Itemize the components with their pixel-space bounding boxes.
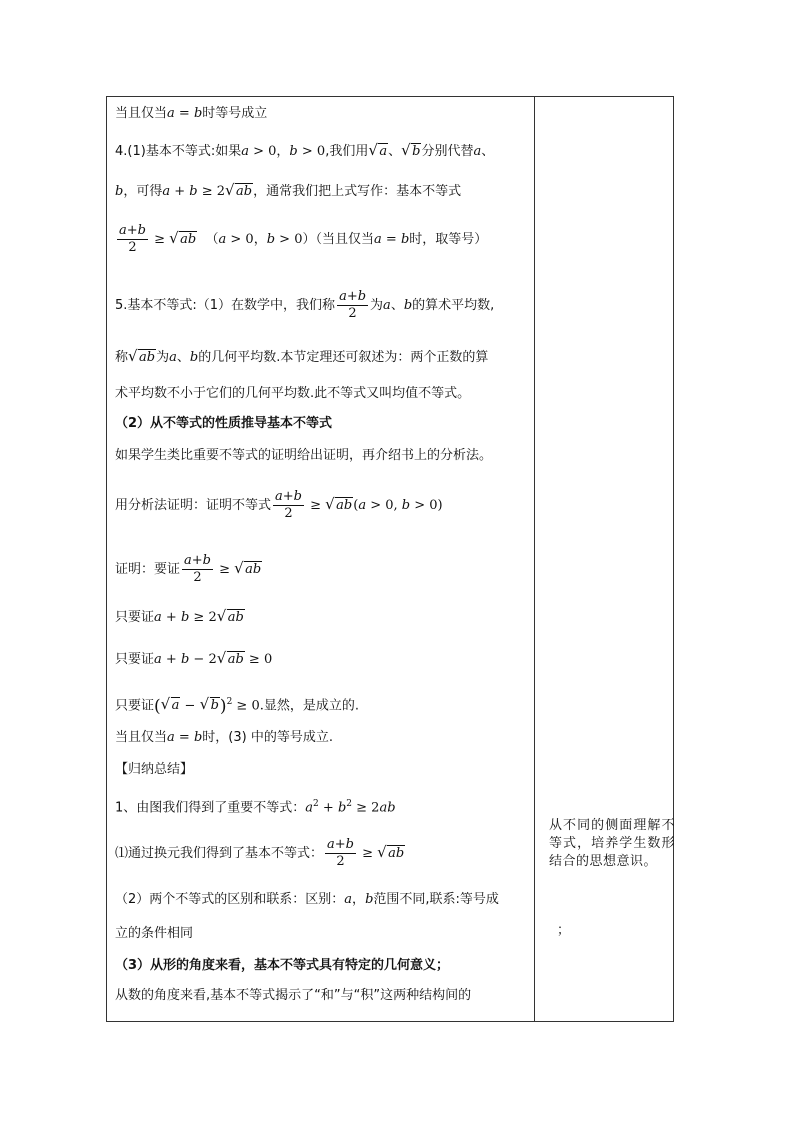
line-proof-conclusion: 当且仅当a = b时，(3) 中的等号成立. bbox=[115, 730, 333, 745]
line-analysis-method: 如果学生类比重要不等式的证明给出证明，再介绍书上的分析法。 bbox=[115, 448, 493, 463]
line-proof-statement: 用分析法证明：证明不等式 $\frac{a+b}{2}$ ≥ √ ab(a > 0, b > 0) bbox=[115, 489, 443, 522]
line-summary-3: （2）两个不等式的区别和联系：区别：a，b范围不同,联系:等号成 bbox=[115, 892, 499, 907]
line-proof-step-3: 只要证a + b − 2√ ab ≥ 0 bbox=[115, 651, 272, 669]
note-column bbox=[535, 97, 673, 1021]
line-equality-condition: 当且仅当a = b时等号成立 bbox=[115, 106, 268, 121]
line-proof-step-1: 证明：要证 $\frac{a+b}{2}$ ≥ √ ab bbox=[115, 553, 262, 586]
line-summary-2: ⑴通过换元我们得到了基本不等式： $\frac{a+b}{2}$ ≥ √ ab bbox=[115, 837, 405, 870]
heading-summary: 【归纳总结】 bbox=[115, 762, 194, 777]
design-intent-note: 从不同的侧面理解不等式，培养学生数形结合的思想意识。 bbox=[549, 818, 675, 869]
content-column bbox=[107, 97, 533, 1021]
line-basic-inequality-2: b，可得a + b ≥ 2√ ab，通常我们把上式写作：基本不等式 bbox=[115, 183, 461, 201]
line-summary-5: （3）从形的角度来看，基本不等式具有特定的几何意义； bbox=[115, 958, 450, 973]
line-basic-inequality-3: $\frac{a+b}{2}$ ≥ √ ab （a > 0，b > 0）（当且仅当a = b时，取等号） bbox=[115, 223, 487, 256]
subheading-derive: （2）从不等式的性质推导基本不等式 bbox=[115, 416, 333, 431]
line-summary-6: 从数的角度来看,基本不等式揭示了“和”与“积”这两种结构间的 bbox=[115, 988, 472, 1003]
line-summary-1: 1、由图我们得到了重要不等式：$a^2 + b^2 \ge 2ab$ bbox=[115, 799, 396, 816]
line-proof-step-2: 只要证a + b ≥ 2√ ab bbox=[115, 609, 245, 627]
side-punctuation: ； bbox=[557, 923, 571, 938]
line-mean-inequality: 术平均数不小于它们的几何平均数.此不等式又叫均值不等式。 bbox=[115, 386, 471, 401]
line-geometric-mean: 称√ ab为a、b的几何平均数.本节定理还可叙述为：两个正数的算 bbox=[115, 349, 488, 367]
line-proof-step-4: 只要证(√ a − √ b)$^2$ ≥ 0.显然，是成立的. bbox=[115, 693, 359, 715]
line-summary-4: 立的条件相同 bbox=[115, 926, 194, 941]
line-arithmetic-mean: 5.基本不等式:（1）在数学中，我们称 $\frac{a+b}{2}$ 为a、b的算术平均数, bbox=[115, 289, 495, 321]
lesson-table bbox=[106, 96, 674, 1022]
line-basic-inequality-1: 4.(1)基本不等式:如果a > 0，b > 0,我们用√ a、√ b分别代替a、 bbox=[115, 143, 494, 161]
